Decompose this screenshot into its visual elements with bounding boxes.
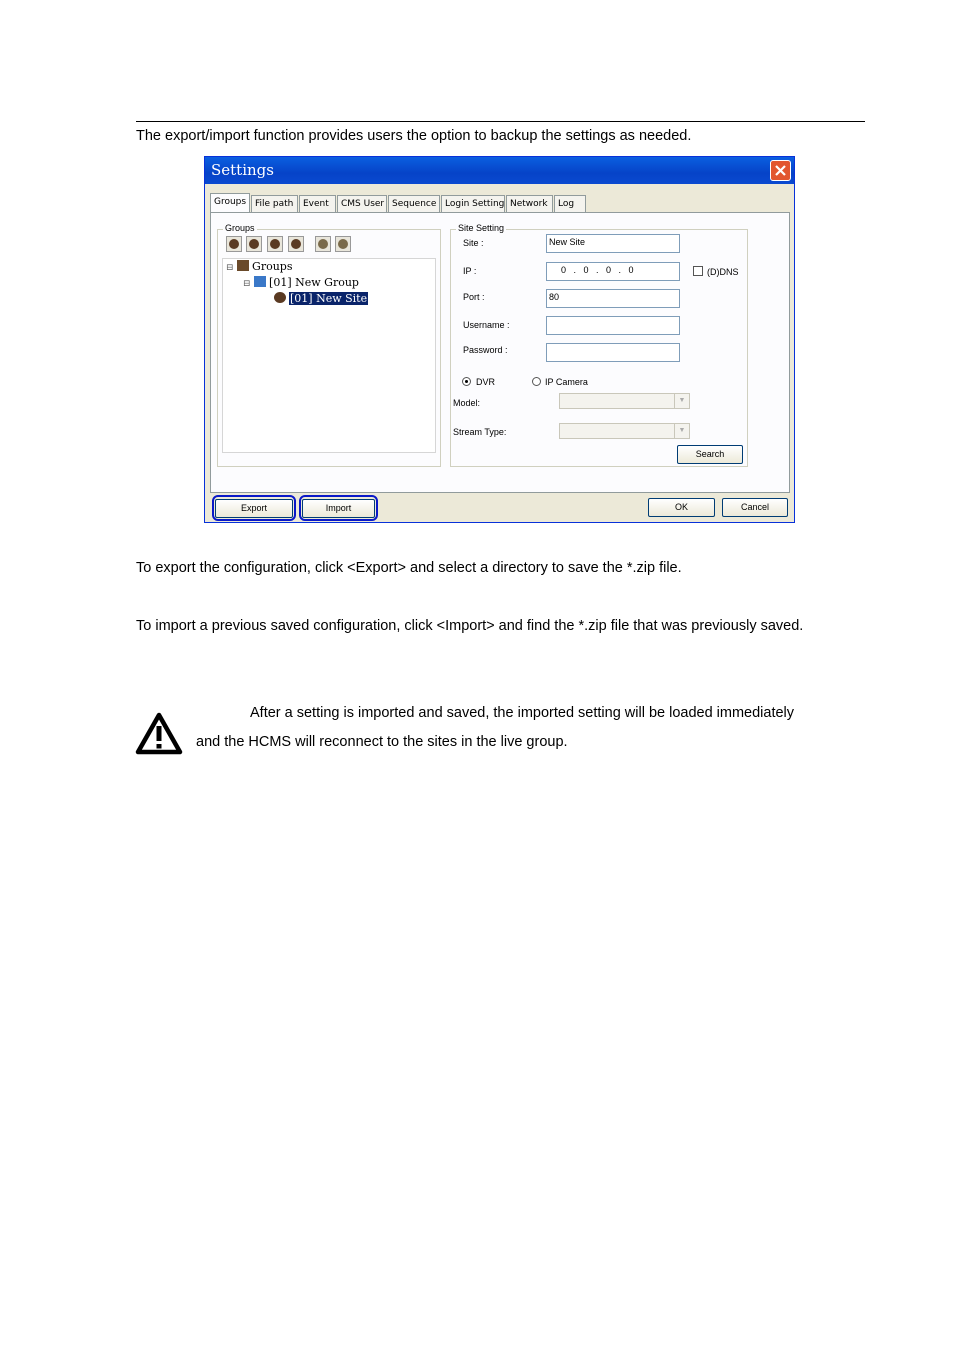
intro-paragraph: The export/import function provides users the option to backup the settings as needed.	[136, 128, 692, 144]
delete-site-icon	[291, 239, 301, 249]
export-highlight	[212, 495, 296, 521]
tree-site-label: [01] New Site	[290, 292, 368, 305]
password-label: Password :	[463, 345, 508, 355]
tab-groups[interactable]: Groups	[210, 193, 250, 213]
tree-node-site[interactable]	[274, 292, 368, 305]
tree-group-label: [01] New Group	[269, 276, 359, 289]
tab-sequence[interactable]: Sequence	[388, 195, 440, 212]
move-up-button[interactable]	[315, 236, 331, 252]
port-input[interactable]: 80	[546, 289, 680, 308]
tab-network[interactable]: Network	[506, 195, 553, 212]
move-down-icon	[338, 239, 348, 249]
warning-icon	[135, 712, 183, 755]
add-site-button[interactable]	[267, 236, 283, 252]
site-label: Site :	[463, 238, 484, 248]
groups-legend: Groups	[225, 223, 255, 233]
dialog-title: Settings	[211, 161, 274, 179]
move-down-button[interactable]	[335, 236, 351, 252]
import-button[interactable]: Import	[302, 499, 375, 518]
dialog-titlebar	[205, 157, 794, 184]
groups-tree[interactable]	[222, 258, 436, 453]
close-button[interactable]	[770, 160, 791, 181]
groups-toolbar	[226, 236, 356, 252]
move-up-icon	[318, 239, 328, 249]
password-input[interactable]	[546, 343, 680, 362]
ip-label: IP :	[463, 266, 477, 276]
ip-camera-radio[interactable]	[532, 377, 541, 386]
groups-icon	[237, 260, 249, 271]
close-icon	[774, 164, 787, 177]
note-line-1: After a setting is imported and saved, the imported setting will be loaded immediately	[250, 705, 795, 721]
tab-log[interactable]: Log	[554, 195, 586, 212]
delete-site-button[interactable]	[288, 236, 304, 252]
dvr-radio[interactable]	[462, 377, 471, 386]
tree-node-group[interactable]	[243, 276, 359, 289]
note-line-2: and the HCMS will reconnect to the sites in the live group.	[196, 734, 568, 750]
site-setting-legend: Site Setting	[458, 223, 505, 233]
stream-type-select[interactable]	[559, 423, 690, 439]
tree-node-root[interactable]	[226, 260, 293, 273]
group-icon	[254, 276, 266, 287]
model-select[interactable]	[559, 393, 690, 409]
username-label: Username :	[463, 320, 510, 330]
import-highlight	[299, 495, 378, 521]
add-group-icon	[229, 239, 239, 249]
stream-type-label: Stream Type:	[453, 427, 507, 437]
tab-login-setting[interactable]: Login Setting	[441, 195, 505, 212]
ip-input[interactable]: 0 . 0 . 0 . 0	[546, 262, 680, 281]
tab-event[interactable]: Event	[299, 195, 336, 212]
dropdown-arrow-icon: ▼	[674, 424, 689, 438]
dvr-label: DVR	[476, 377, 496, 387]
tree-root-label: Groups	[252, 260, 293, 273]
cancel-button[interactable]: Cancel	[722, 498, 788, 517]
tab-file-path[interactable]: File path	[251, 195, 298, 212]
username-input[interactable]	[546, 316, 680, 335]
delete-group-button[interactable]	[246, 236, 262, 252]
export-paragraph: To export the configuration, click <Export> and select a directory to save the *.zip file.	[136, 560, 682, 576]
add-group-button[interactable]	[226, 236, 242, 252]
port-label: Port :	[463, 292, 485, 302]
ok-button[interactable]: OK	[648, 498, 715, 517]
note-paragraph	[196, 699, 863, 757]
delete-group-icon	[249, 239, 259, 249]
export-button[interactable]: Export	[215, 499, 293, 518]
tab-cms-user[interactable]: CMS User	[337, 195, 387, 212]
dropdown-arrow-icon: ▼	[674, 394, 689, 408]
add-site-icon	[270, 239, 280, 249]
collapse-icon: ⊟	[243, 279, 251, 289]
ip-camera-label: IP Camera	[545, 377, 588, 387]
site-input[interactable]: New Site	[546, 234, 680, 253]
site-icon	[274, 292, 286, 303]
ddns-checkbox[interactable]	[693, 266, 703, 276]
import-paragraph: To import a previous saved configuration, click <Import> and find the *.zip file that was previously saved.	[136, 618, 804, 634]
search-button[interactable]: Search	[677, 445, 743, 464]
model-label: Model:	[453, 398, 481, 408]
collapse-icon: ⊟	[226, 263, 234, 273]
ddns-label: (D)DNS	[707, 267, 739, 277]
